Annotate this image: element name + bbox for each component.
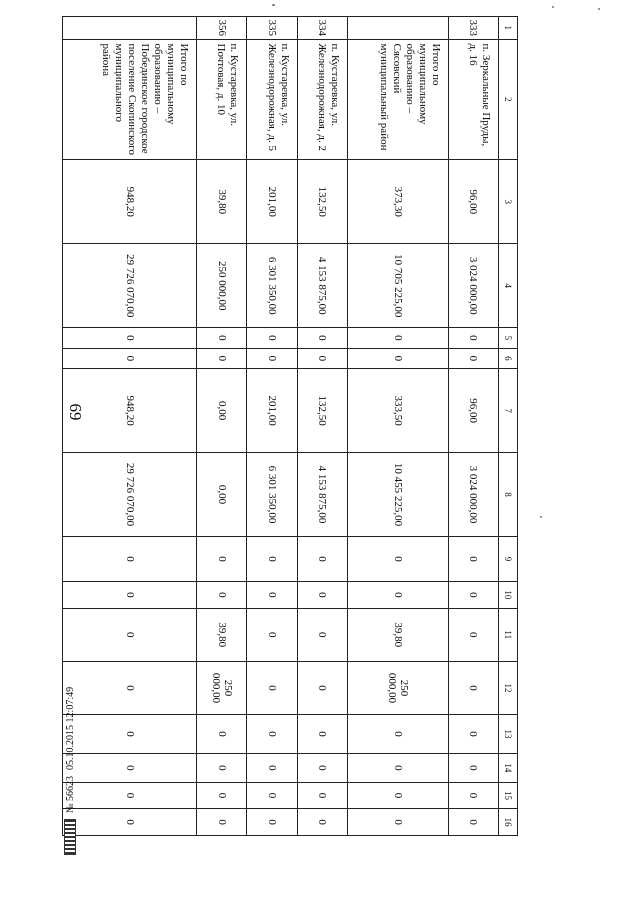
data-table bbox=[62, 16, 518, 836]
column-number: 3 bbox=[499, 160, 518, 244]
cell-c14: 0 bbox=[448, 754, 498, 783]
cell-c16: 0 bbox=[197, 809, 247, 836]
column-number: 11 bbox=[499, 608, 518, 661]
cell-c4: 4 153 875,00 bbox=[297, 244, 347, 328]
row-number: 335 bbox=[247, 17, 297, 40]
row-name: п. Кустаревка, ул. Железнодорожная, д. 2 bbox=[297, 39, 347, 160]
cell-c3: 373,30 bbox=[348, 160, 449, 244]
cell-c10: 0 bbox=[448, 582, 498, 609]
cell-c6: 0 bbox=[63, 348, 197, 368]
cell-c15: 0 bbox=[197, 782, 247, 809]
cell-c7: 948,20 bbox=[63, 369, 197, 453]
column-number: 14 bbox=[499, 754, 518, 783]
column-number: 8 bbox=[499, 453, 518, 537]
cell-c12: 0 bbox=[297, 661, 347, 714]
cell-c4: 29 726 070,00 bbox=[63, 244, 197, 328]
cell-c14: 0 bbox=[197, 754, 247, 783]
cell-c7: 201,00 bbox=[247, 369, 297, 453]
cell-c7: 96,00 bbox=[448, 369, 498, 453]
cell-c16: 0 bbox=[297, 809, 347, 836]
scan-speck bbox=[598, 8, 600, 10]
document-table-container bbox=[62, 16, 518, 836]
cell-c16: 0 bbox=[63, 809, 197, 836]
cell-c5: 0 bbox=[247, 328, 297, 348]
scan-speck bbox=[540, 516, 542, 518]
column-number: 13 bbox=[499, 715, 518, 754]
row-number bbox=[348, 17, 449, 40]
table-row bbox=[348, 17, 449, 836]
cell-c11: 0 bbox=[247, 608, 297, 661]
cell-c13: 0 bbox=[197, 715, 247, 754]
cell-c9: 0 bbox=[63, 537, 197, 582]
cell-c16: 0 bbox=[348, 809, 449, 836]
cell-c12: 0 bbox=[63, 661, 197, 714]
cell-c4: 3 024 000,00 bbox=[448, 244, 498, 328]
scan-speck bbox=[552, 6, 554, 8]
page-number: 69 bbox=[66, 403, 85, 421]
table-row bbox=[297, 17, 347, 836]
cell-c9: 0 bbox=[247, 537, 297, 582]
row-number: 333 bbox=[448, 17, 498, 40]
cell-c10: 0 bbox=[63, 582, 197, 609]
cell-c3: 201,00 bbox=[247, 160, 297, 244]
cell-c16: 0 bbox=[448, 809, 498, 836]
table-row bbox=[448, 17, 498, 836]
column-number: 16 bbox=[499, 809, 518, 836]
cell-c8: 3 024 000,00 bbox=[448, 453, 498, 537]
cell-c13: 0 bbox=[348, 715, 449, 754]
column-number: 2 bbox=[499, 39, 518, 160]
cell-c12: 250 000,00 bbox=[348, 661, 449, 714]
cell-c4: 6 301 350,00 bbox=[247, 244, 297, 328]
cell-c8: 4 153 875,00 bbox=[297, 453, 347, 537]
cell-c3: 96,00 bbox=[448, 160, 498, 244]
cell-c14: 0 bbox=[63, 754, 197, 783]
cell-c13: 0 bbox=[247, 715, 297, 754]
cell-c9: 0 bbox=[297, 537, 347, 582]
cell-c5: 0 bbox=[297, 328, 347, 348]
cell-c8: 6 301 350,00 bbox=[247, 453, 297, 537]
cell-c16: 0 bbox=[247, 809, 297, 836]
row-name: п. Кустаревка, ул. Железнодорожная, д. 5 bbox=[247, 39, 297, 160]
cell-c12: 0 bbox=[448, 661, 498, 714]
cell-c5: 0 bbox=[348, 328, 449, 348]
cell-c10: 0 bbox=[197, 582, 247, 609]
cell-c11: 39,80 bbox=[348, 608, 449, 661]
cell-c15: 0 bbox=[348, 782, 449, 809]
column-number: 6 bbox=[499, 348, 518, 368]
table-row bbox=[247, 17, 297, 836]
cell-c15: 0 bbox=[448, 782, 498, 809]
cell-c5: 0 bbox=[197, 328, 247, 348]
cell-c6: 0 bbox=[197, 348, 247, 368]
cell-c5: 0 bbox=[448, 328, 498, 348]
column-number: 1 bbox=[499, 17, 518, 40]
cell-c9: 0 bbox=[348, 537, 449, 582]
cell-c13: 0 bbox=[63, 715, 197, 754]
cell-c15: 0 bbox=[247, 782, 297, 809]
cell-c9: 0 bbox=[197, 537, 247, 582]
cell-c14: 0 bbox=[348, 754, 449, 783]
column-number: 7 bbox=[499, 369, 518, 453]
row-name: п. Зеркальные Пруды, д. 16 bbox=[448, 39, 498, 160]
row-number: 356 bbox=[197, 17, 247, 40]
cell-c15: 0 bbox=[297, 782, 347, 809]
cell-c10: 0 bbox=[348, 582, 449, 609]
cell-c11: 0 bbox=[448, 608, 498, 661]
cell-c6: 0 bbox=[297, 348, 347, 368]
cell-c10: 0 bbox=[297, 582, 347, 609]
cell-c11: 0 bbox=[297, 608, 347, 661]
cell-c9: 0 bbox=[448, 537, 498, 582]
cell-c11: 0 bbox=[63, 608, 197, 661]
cell-c12: 250 000,00 bbox=[197, 661, 247, 714]
row-name: п. Кустаревка, ул. Почтовая, д. 10 bbox=[197, 39, 247, 160]
cell-c7: 333,50 bbox=[348, 369, 449, 453]
row-name: Итого по муниципальному образованию – Сясовский муниципальный район bbox=[348, 39, 449, 160]
row-number: 334 bbox=[297, 17, 347, 40]
cell-c6: 0 bbox=[348, 348, 449, 368]
cell-c5: 0 bbox=[63, 328, 197, 348]
cell-c11: 39,80 bbox=[197, 608, 247, 661]
cell-c13: 0 bbox=[448, 715, 498, 754]
doc-number: № 56623 bbox=[64, 775, 76, 813]
column-number: 12 bbox=[499, 661, 518, 714]
column-number: 9 bbox=[499, 537, 518, 582]
cell-c6: 0 bbox=[247, 348, 297, 368]
cell-c14: 0 bbox=[247, 754, 297, 783]
document-footer bbox=[62, 640, 78, 850]
row-name: Итого по муниципальному образованию – Побединское городское поселение Скопинского муниципального района bbox=[63, 39, 197, 160]
column-number: 5 bbox=[499, 328, 518, 348]
cell-c7: 132,50 bbox=[297, 369, 347, 453]
doc-timestamp: 05.10.2015 12:07:49 bbox=[64, 686, 76, 770]
cell-c3: 948,20 bbox=[63, 160, 197, 244]
cell-c8: 29 726 070,00 bbox=[63, 453, 197, 537]
cell-c3: 39,80 bbox=[197, 160, 247, 244]
cell-c4: 10 705 225,00 bbox=[348, 244, 449, 328]
cell-c3: 132,50 bbox=[297, 160, 347, 244]
cell-c10: 0 bbox=[247, 582, 297, 609]
column-number-row bbox=[499, 17, 518, 836]
cell-c6: 0 bbox=[448, 348, 498, 368]
scan-speck bbox=[272, 4, 275, 6]
table-row bbox=[197, 17, 247, 836]
cell-c8: 10 455 225,00 bbox=[348, 453, 449, 537]
cell-c13: 0 bbox=[297, 715, 347, 754]
cell-c14: 0 bbox=[297, 754, 347, 783]
cell-c12: 0 bbox=[247, 661, 297, 714]
barcode-stamp-icon bbox=[64, 819, 76, 855]
cell-c15: 0 bbox=[63, 782, 197, 809]
table-row bbox=[63, 17, 197, 836]
row-number bbox=[63, 17, 197, 40]
column-number: 15 bbox=[499, 782, 518, 809]
cell-c7: 0,00 bbox=[197, 369, 247, 453]
column-number: 10 bbox=[499, 582, 518, 609]
cell-c4: 250 000,00 bbox=[197, 244, 247, 328]
cell-c8: 0,00 bbox=[197, 453, 247, 537]
column-number: 4 bbox=[499, 244, 518, 328]
